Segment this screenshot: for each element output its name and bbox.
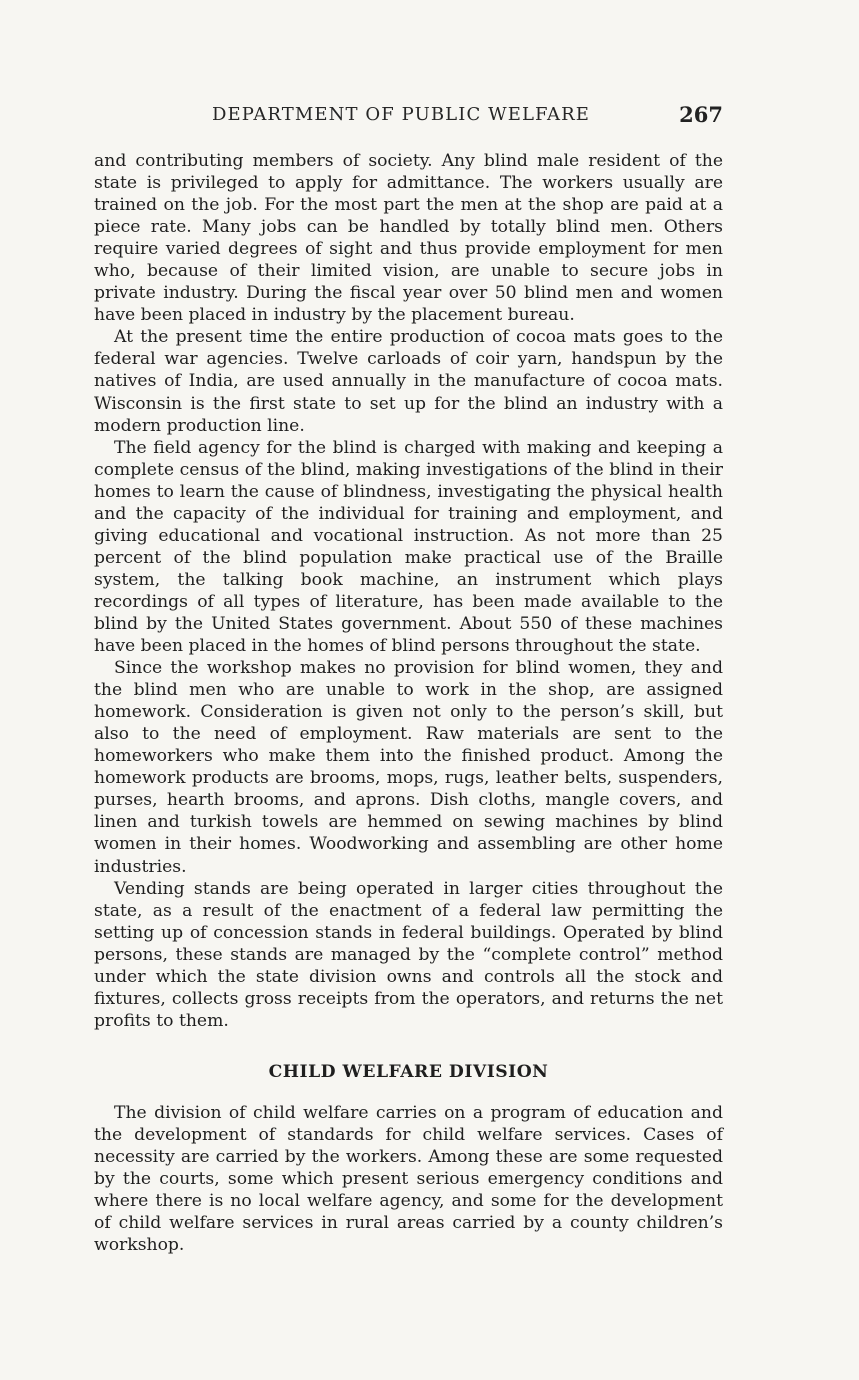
document-page [94, 102, 723, 1256]
page-number: 267 [679, 102, 723, 127]
running-header-title: DEPARTMENT OF PUBLIC WELFARE [212, 104, 591, 125]
paragraph-continued: and contributing members of society. Any blind male resident of the state is privileged to apply for admittance. The workers usually are trained on the job. For the most part the men at the shop are paid at a piece rate. Many jobs can be handled by totally blind men. Others require varied degrees of sight and thus provide employment for men who, because of their limited vision, are unable to secure jobs in private industry. During the fiscal year over 50 blind men and women have been placed in industry by the placement bureau. [94, 151, 723, 326]
paragraph-vending-stands: Vending stands are being operated in larger cities throughout the state, as a result of the enactment of a federal law permitting the setting up of concession stands in federal buildings. Operated by blind persons, these stands are managed by the “complete control” method under which the state division owns and controls all the stock and fixtures, collects gross receipts from the operators, and returns the net profits to them. [94, 878, 723, 1031]
running-header [94, 102, 723, 130]
paragraph-field-agency: The field agency for the blind is charged with making and keeping a complete census of the blind, making investigations of the blind in their homes to learn the cause of blindness, investigating the physical health and the capacity of the individual for training and employment, and giving educational and vocational instruction. As not more than 25 percent of the blind population make practical use of the Braille system, the talking book machine, an instrument which plays recordings of all types of literature, has been made available to the blind by the United States government. About 550 of these machines have been placed in the homes of blind persons throughout the state. [94, 437, 723, 657]
section-heading-child-welfare: CHILD WELFARE DIVISION [268, 1061, 549, 1082]
paragraph-child-welfare: The division of child welfare carries on a program of education and the development of standards for child welfare services. Cases of necessity are carried by the workers. Among these are some requested by the courts, some which present serious emergency conditions and where there is no local welfare agency, and some for the development of child welfare services in rural areas carried by a county children’s workshop. [94, 1102, 723, 1256]
paragraph-homework: Since the workshop makes no provision for blind women, they and the blind men who are unable to work in the shop, are assigned homework. Consideration is given not only to the person’s skill, but also to the need of employment. Raw materials are sent to the homeworkers who make them into the finished product. Among the homework products are brooms, mops, rugs, leather belts, suspenders, purses, hearth brooms, and aprons. Dish cloths, mangle covers, and linen and turkish towels are hemmed on sewing machines by blind women in their homes. Woodworking and assembling are other home industries. [94, 658, 723, 877]
paragraph-cocoa-mats: At the present time the entire production of cocoa mats goes to the federal war agencies. Twelve carloads of coir yarn, handspun by the natives of India, are used annually in the manufacture of cocoa mats. Wisconsin is the first state to set up for the blind an industry with a modern production line. [94, 327, 723, 436]
